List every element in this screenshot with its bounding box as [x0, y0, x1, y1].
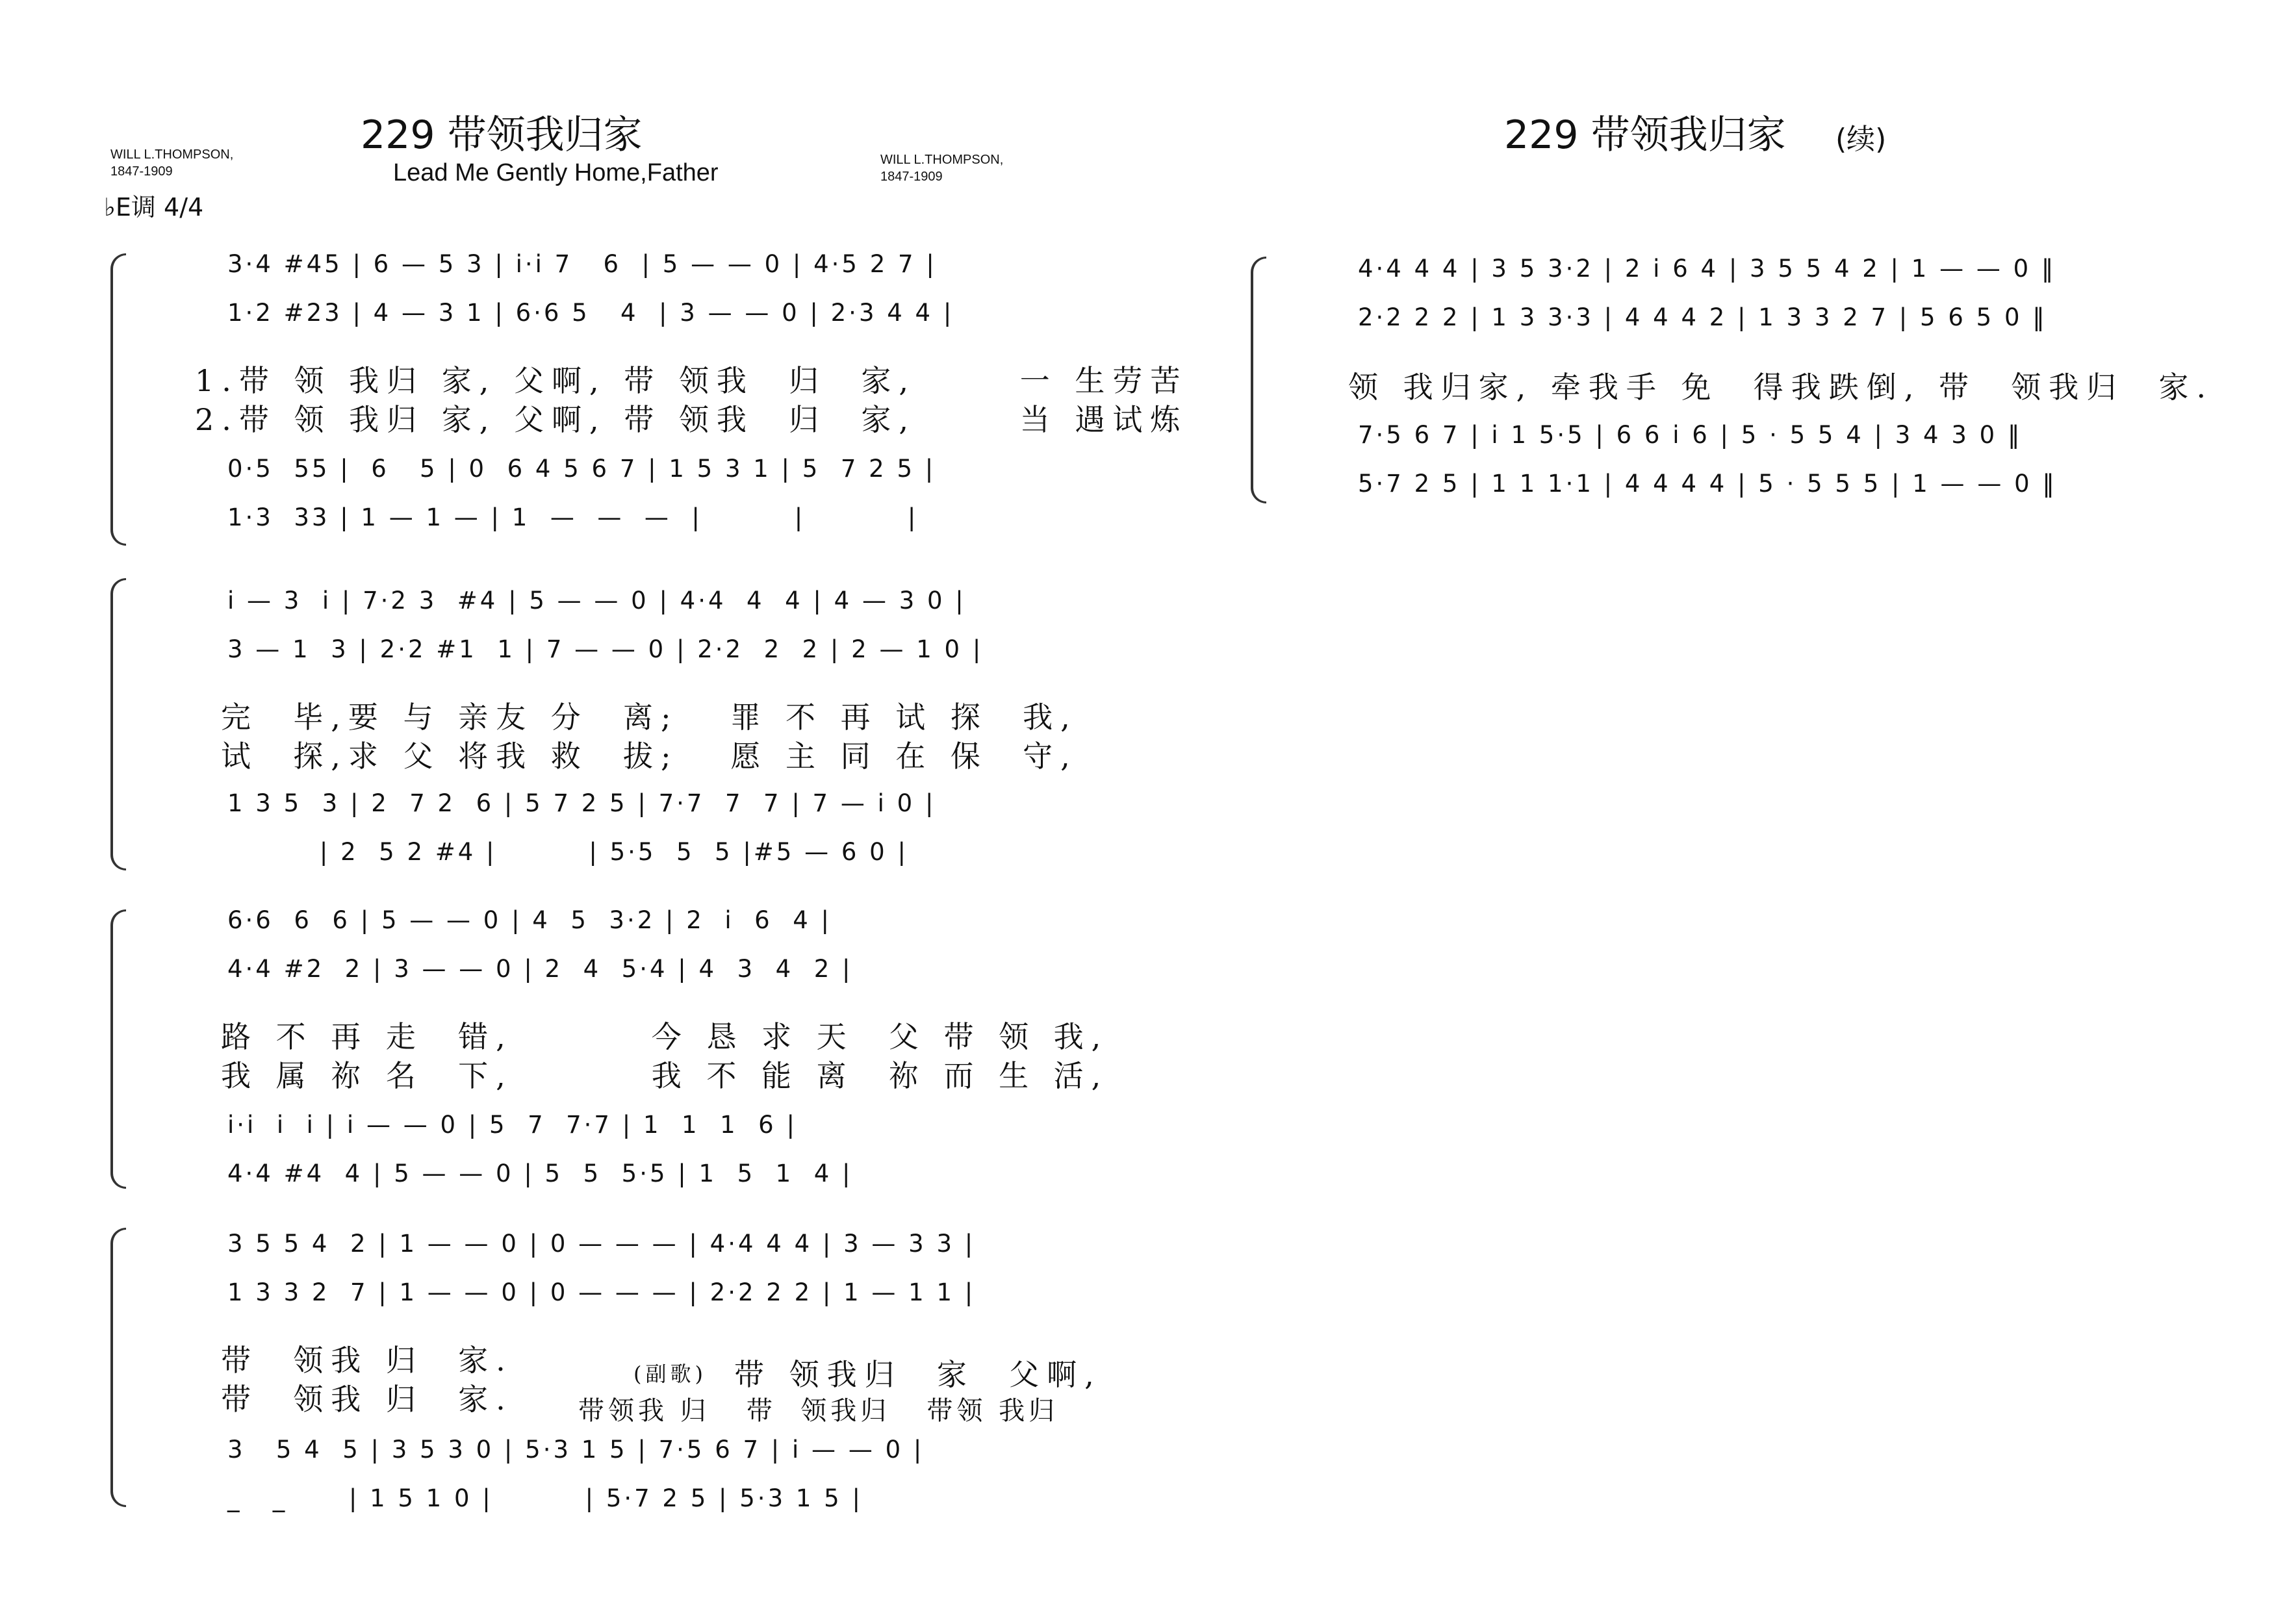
system-brace-1 — [110, 273, 113, 526]
notes-tenor: 7·5 6 7 | i 1 5·5 | 6 6 i 6 | 5 · 5 5 4 | 3 4 3 0 ‖ — [1358, 421, 2023, 449]
notes-soprano: 4·4 4 4 | 3 5 3·2 | 2 i 6 4 | 3 5 5 4 2 | 1 — — 0 ‖ — [1358, 255, 2056, 283]
system-brace-3 — [110, 929, 113, 1169]
lyric-refrain: 领 我归家, 牵我手 免 得我跌倒, 带 领我归 家. — [1348, 370, 2214, 405]
chorus-lyric: 带 领我归 家 父啊, — [734, 1357, 1102, 1392]
notes-bass: _ _ | 1 5 1 0 | | 5·7 2 5 | 5·3 1 5 | — [227, 1484, 863, 1512]
notes-soprano: 3 5 5 4 2 | 1 — — 0 | 0 — — — | 4·4 4 4 | 3 — 3 3 | — [227, 1230, 976, 1258]
notes-alto: 3 — 1 3 | 2·2 #1 1 | 7 — — 0 | 2·2 2 2 | 2 — 1 0 | — [227, 635, 984, 663]
key-signature: ♭E调 4/4 — [104, 193, 204, 222]
notes-tenor: 3 5 4 5 | 3 5 3 0 | 5·3 1 5 | 7·5 6 7 | i — — 0 | — [227, 1436, 925, 1464]
system-brace-2 — [110, 598, 113, 851]
lyric-verse-1: 带 领我 归 家. — [221, 1343, 513, 1378]
composer-credit-left: WILL L.THOMPSON, 1847-1909 — [110, 147, 234, 179]
hymn-subtitle: Lead Me Gently Home,Father — [393, 159, 719, 186]
lyric-verse-1: 完 毕,要 与 亲友 分 离; 罪 不 再 试 探 我, — [221, 700, 1078, 735]
notes-tenor: 0·5 55 | 6 5 | 0 6 4 5 6 7 | 1 5 3 1 | 5 7 2 5 | — [227, 455, 936, 483]
notes-soprano: i — 3 i | 7·2 3 #4 | 5 — — 0 | 4·4 4 4 | 4 — 3 0 | — [227, 587, 966, 615]
system-brace-right — [1251, 276, 1253, 484]
lyric-verse-2: 我 属 祢 名 下, 我 不 能 离 祢 而 生 活, — [221, 1058, 1109, 1093]
notes-bass: 1·3 33 | 1 — 1 — | 1 — — — | | | — [227, 503, 919, 531]
composer-credit-right: WILL L.THOMPSON, 1847-1909 — [880, 153, 1004, 184]
chorus-echo-lyric: 带领我 归 带 领我归 带领 我归 — [578, 1396, 1059, 1426]
notes-alto: 1 3 3 2 7 | 1 — — 0 | 0 — — — | 2·2 2 2 | 1 — 1 1 | — [227, 1278, 976, 1306]
system-brace-4 — [110, 1247, 113, 1488]
notes-soprano: 6·6 6 6 | 5 — — 0 | 4 5 3·2 | 2 i 6 4 | — [227, 906, 832, 934]
lyric-verse-2: 2.带 领 我归 家, 父啊, 带 领我 归 家, 当 遇试炼 — [195, 402, 1188, 437]
lyric-verse-2: 试 探,求 父 将我 救 拔; 愿 主 同 在 保 守, — [221, 739, 1078, 774]
notes-soprano: 3·4 #45 | 6 — 5 3 | i·i 7 6 | 5 — — 0 | 4·5 2 7 | — [227, 250, 937, 278]
continued-marker: (续) — [1835, 123, 1887, 156]
hymn-title-continued: 229 带领我归家 — [1504, 112, 1786, 158]
lyric-verse-2: 带 领我 归 家. — [221, 1382, 513, 1417]
lyric-verse-1: 1.带 领 我归 家, 父啊, 带 领我 归 家, 一 生劳苦 — [195, 363, 1188, 398]
notes-bass: 5·7 2 5 | 1 1 1·1 | 4 4 4 4 | 5 · 5 5 5 | 1 — — 0 ‖ — [1358, 470, 2057, 498]
notes-bass: 4·4 #4 4 | 5 — — 0 | 5 5 5·5 | 1 5 1 4 | — [227, 1160, 853, 1187]
notes-alto: 2·2 2 2 | 1 3 3·3 | 4 4 4 2 | 1 3 3 2 7 | 5 6 5 0 ‖ — [1358, 303, 2047, 331]
lyric-verse-1: 路 不 再 走 错, 今 恳 求 天 父 带 领 我, — [221, 1019, 1109, 1054]
notes-tenor: i·i i i | i — — 0 | 5 7 7·7 | 1 1 1 6 | — [227, 1111, 797, 1139]
hymn-title: 229 带领我归家 — [361, 112, 643, 158]
notes-alto: 1·2 #23 | 4 — 3 1 | 6·6 5 4 | 3 — — 0 | 2·3 4 4 | — [227, 299, 954, 327]
chorus-label: (副歌) — [633, 1362, 707, 1386]
notes-alto: 4·4 #2 2 | 3 — — 0 | 2 4 5·4 | 4 3 4 2 | — [227, 955, 853, 983]
notes-bass: | 2 5 2 #4 | | 5·5 5 5 |#5 — 6 0 | — [227, 838, 908, 866]
notes-tenor: 1 3 5 3 | 2 7 2 6 | 5 7 2 5 | 7·7 7 7 | 7 — i 0 | — [227, 789, 936, 817]
